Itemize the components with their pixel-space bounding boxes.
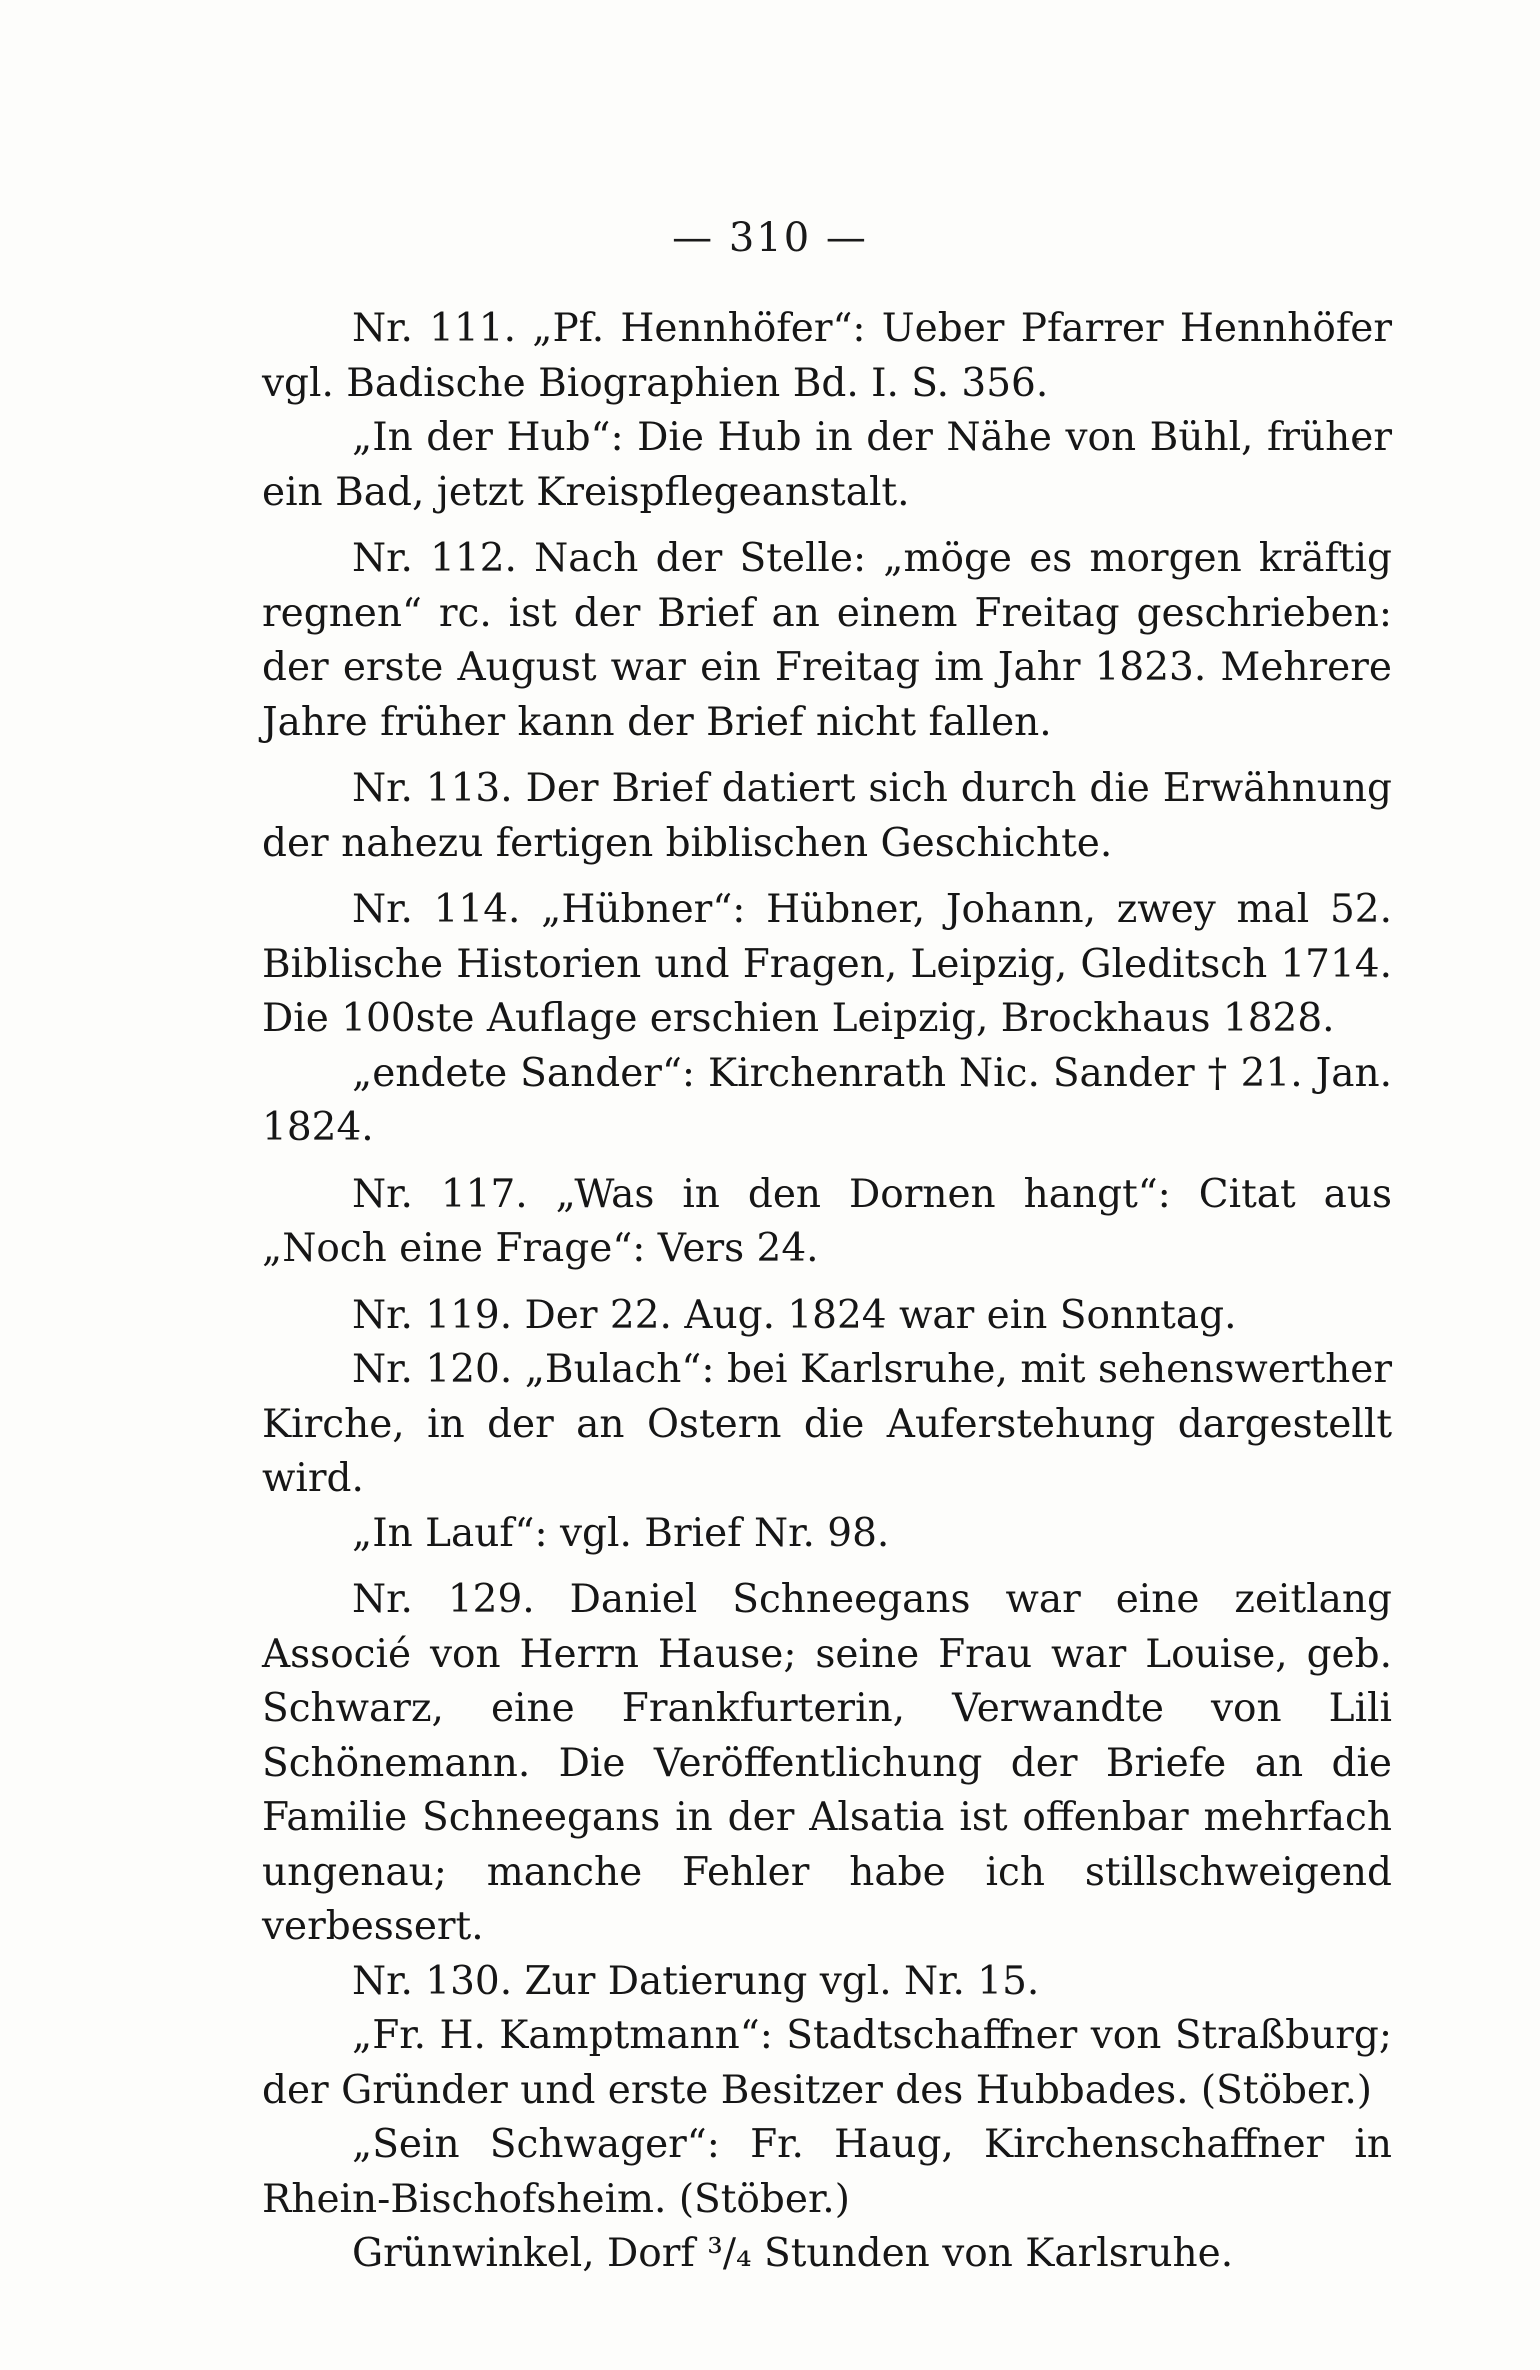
note-nr-120: Nr. 120. „Bulach“: bei Karlsruhe, mit sehenswerther Kirche, in der an Ostern die Auferstehung dargestellt wird. (262, 1347, 1392, 1501)
note-nr-111: Nr. 111. „Pf. Hennhöfer“: Ueber Pfarrer Hennhöfer vgl. Badische Biographien Bd. I. S. 356. (262, 306, 1392, 406)
note-nr-119: Nr. 119. Der 22. Aug. 1824 war ein Sonntag. (352, 1292, 1237, 1338)
note-nr-117: Nr. 117. „Was in den Dornen hangt“: Citat aus „Noch eine Frage“: Vers 24. (262, 1171, 1392, 1271)
note-sein-schwager: „Sein Schwager“: Fr. Haug, Kirchenschaffner in Rhein-Bischofsheim. (Stöber.) (262, 2122, 1392, 2222)
note-in-der-hub: „In der Hub“: Die Hub in der Nähe von Bühl, früher ein Bad, jetzt Kreispflegeanstalt. (262, 415, 1392, 515)
note-gruenwinkel: Grünwinkel, Dorf ³/₄ Stunden von Karlsruhe. (352, 2231, 1234, 2276)
note-kamptmann: „Fr. H. Kamptmann“: Stadtschaffner von Straßburg; der Gründer und erste Besitzer des Hubbades. (Stöber.) (262, 2013, 1392, 2113)
note-nr-112: Nr. 112. Nach der Stelle: „möge es morgen kräftig regnen“ rc. ist der Brief an einem Freitag geschrieben: der erste August war ein Freitag im Jahr 1823. Mehrere Jahre früher kann der Brief nicht fallen. (262, 536, 1392, 745)
note-endete-sander: „endete Sander“: Kirchenrath Nic. Sander † 21. Jan. 1824. (262, 1050, 1392, 1150)
note-nr-129: Nr. 129. Daniel Schneegans war eine zeitlang Associé von Herrn Hause; seine Frau war Louise, geb. Schwarz, eine Frankfurterin, Verwandte von Lili Schönemann. Die Veröffentlichung der Briefe an die Familie Schneegans in der Alsatia ist offenbar mehrfach ungenau; manche Fehler habe ich stillschweigend verbessert. (262, 1577, 1392, 1949)
note-in-lauf: „In Lauf“: vgl. Brief Nr. 98. (352, 1510, 890, 1556)
note-nr-130: Nr. 130. Zur Datierung vgl. Nr. 15. (352, 1958, 1040, 2004)
note-nr-114: Nr. 114. „Hübner“: Hübner, Johann, zwey mal 52. Biblische Historien und Fragen, Leipzig, Gleditsch 1714. Die 100ste Auflage erschien Leipzig, Brockhaus 1828. (262, 887, 1392, 1041)
notes-body (262, 302, 1392, 2282)
note-nr-113: Nr. 113. Der Brief datiert sich durch die Erwähnung der nahezu fertigen biblischen Geschichte. (262, 766, 1392, 866)
page-number: — 310 — (672, 215, 868, 261)
